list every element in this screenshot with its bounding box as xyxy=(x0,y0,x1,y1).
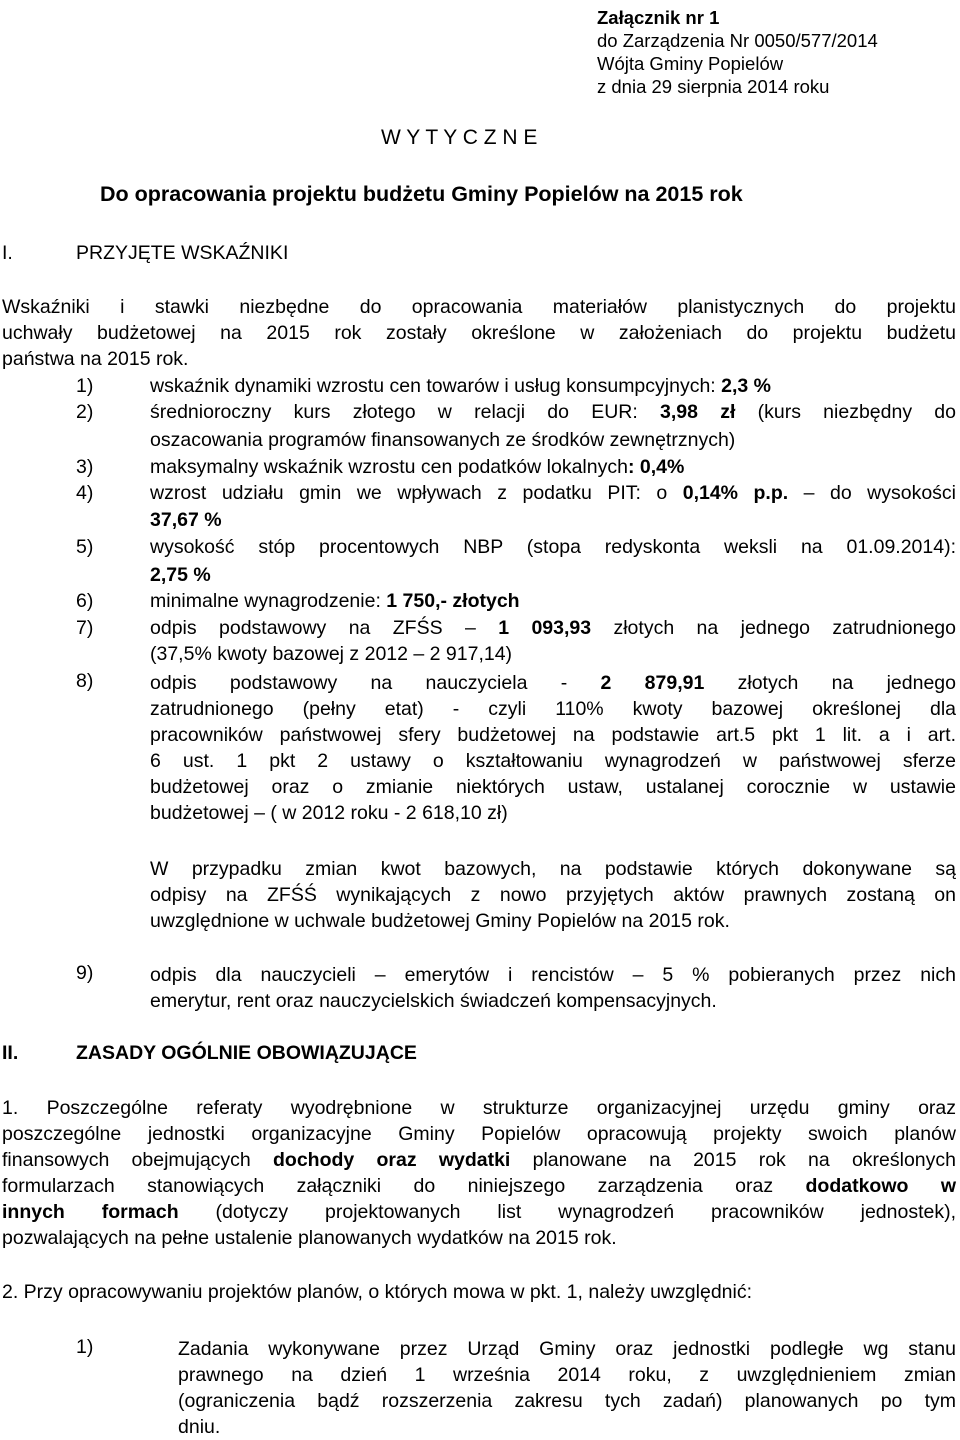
section-2-number: II. xyxy=(2,1042,19,1064)
item-value: 2 879,91 xyxy=(600,672,705,694)
intro-line: uchwały budżetowej na 2015 rok zostały określone w założeniach do projektu budżetu xyxy=(2,322,956,344)
sub-item-line: Zadania wykonywane przez Urząd Gminy oraz jednostki podległe wg stanu xyxy=(178,1338,956,1360)
item-line: uwzględnione w uchwale budżetowej Gminy Popielów na 2015 rok. xyxy=(150,910,730,932)
sub-item-line: prawnego na dzień 1 września 2014 roku, z uwzględnieniem zmian xyxy=(178,1364,956,1386)
paragraph-text: planowane na 2015 rok na określonych xyxy=(510,1149,956,1171)
item-value: 1 750,- złotych xyxy=(386,590,520,612)
paragraph-emphasis: dodatkowo w xyxy=(805,1175,956,1197)
item-number: 5) xyxy=(76,536,94,558)
list-item xyxy=(150,456,684,479)
item-line xyxy=(150,670,956,696)
item-line: pracowników państwowej sfery budżetowej na podstawie art.5 pkt 1 lit. a i art. xyxy=(150,724,956,746)
list-item xyxy=(150,401,956,424)
section-1-intro xyxy=(2,294,956,372)
item-text: złotych na jednego xyxy=(704,672,956,694)
annex-line-4: z dnia 29 sierpnia 2014 roku xyxy=(597,76,830,97)
item-line: 6 ust. 1 pkt 2 ustawy o kształtowaniu wynagrodzeń w państwowej sferze xyxy=(150,750,956,772)
section-2-paragraph-1 xyxy=(2,1095,956,1251)
annex-line-2: do Zarządzenia Nr 0050/577/2014 xyxy=(597,30,878,51)
sub-item-number: 1) xyxy=(76,1336,94,1358)
annex-line-3: Wójta Gminy Popielów xyxy=(597,53,784,74)
list-item xyxy=(150,482,956,505)
item-line: odpis dla nauczycieli – emerytów i rencistów – 5 % pobieranych przez nich xyxy=(150,964,956,986)
paragraph-line xyxy=(2,1147,956,1173)
item-value: : 0,4% xyxy=(627,456,685,478)
paragraph-line: poszczególne jednostki organizacyjne Gminy Popielów opracowują projekty swoich planów xyxy=(2,1123,956,1145)
item-text: złotych na jednego zatrudnionego xyxy=(591,617,957,639)
paragraph-text: (dotyczy projektowanych list wynagrodzeń pracowników jednostek), xyxy=(178,1201,956,1223)
item-number: 2) xyxy=(76,401,94,423)
list-item xyxy=(150,962,956,1014)
item-number: 4) xyxy=(76,482,94,504)
item-number: 9) xyxy=(76,962,94,984)
item-number: 7) xyxy=(76,617,94,639)
sub-item-line: (ograniczenia bądź rozszerzenia zakresu tych zadań) planowanych po tym xyxy=(178,1390,956,1412)
item-value: 37,67 % xyxy=(150,509,222,531)
sub-item xyxy=(178,1336,956,1440)
item-text: – do wysokości xyxy=(788,482,956,504)
paragraph-text: formularzach stanowiących załączniki do niniejszego zarządzenia oraz xyxy=(2,1175,806,1197)
paragraph-line xyxy=(2,1173,956,1199)
sub-item-line: dniu. xyxy=(178,1416,221,1438)
item-number: 3) xyxy=(76,456,94,478)
paragraph-text: finansowych obejmujących xyxy=(2,1149,274,1171)
section-1-number: I. xyxy=(2,242,13,264)
item-continuation: (37,5% kwoty bazowej z 2012 – 2 917,14) xyxy=(150,643,513,665)
item-value: 1 093,93 xyxy=(498,617,592,639)
item-number: 6) xyxy=(76,590,94,612)
item-line: emerytur, rent oraz nauczycielskich świadczeń kompensacyjnych. xyxy=(150,990,717,1012)
item-line: budżetowej – ( w 2012 roku - 2 618,10 zł) xyxy=(150,802,508,824)
paragraph-emphasis: innych formach xyxy=(2,1201,179,1223)
list-item: wysokość stóp procentowych NBP (stopa redyskonta weksli na 01.09.2014): xyxy=(150,536,956,558)
section-2-paragraph-2: 2. Przy opracowywaniu projektów planów, o których mowa w pkt. 1, należy uwzględnić: xyxy=(2,1281,753,1303)
item-value: 2,75 % xyxy=(150,564,211,586)
item-8-note xyxy=(150,856,956,934)
item-line: zatrudnionego (pełny etat) - czyli 110% kwoty bazowej określonej dla xyxy=(150,698,956,720)
item-text: (kurs niezbędny do xyxy=(735,401,956,423)
item-value: 3,98 zł xyxy=(660,401,736,423)
list-item xyxy=(150,375,771,398)
item-number: 1) xyxy=(76,375,94,397)
paragraph-line: 1. Poszczególne referaty wyodrębnione w strukturze organizacyjnej urzędu gminy oraz xyxy=(2,1097,956,1119)
item-text: wskaźnik dynamiki wzrostu cen towarów i usług konsumpcyjnych: xyxy=(150,375,722,397)
document-title: W Y T Y C Z N E xyxy=(381,126,538,149)
item-text: odpis podstawowy na nauczyciela - xyxy=(150,672,601,694)
annex-header xyxy=(597,6,878,98)
paragraph-line: pozwalających na pełne ustalenie planowanych wydatków na 2015 rok. xyxy=(2,1227,617,1249)
list-item xyxy=(150,670,956,826)
item-line: W przypadku zmian kwot bazowych, na podstawie których dokonywane są xyxy=(150,858,956,880)
document-subtitle: Do opracowania projektu budżetu Gminy Popielów na 2015 rok xyxy=(100,182,743,206)
paragraph-emphasis: dochody oraz wydatki xyxy=(273,1149,511,1171)
section-1-heading: PRZYJĘTE WSKAŹNIKI xyxy=(76,242,289,264)
list-item xyxy=(150,590,520,613)
item-text: odpis podstawowy na ZFŚS – xyxy=(150,617,499,639)
list-item xyxy=(150,617,956,640)
item-line: odpisy na ZFŚŚ wynikających z nowo przyjętych aktów prawnych zostaną on xyxy=(150,884,956,906)
item-line: budżetowej oraz o zmianie niektórych ustaw, ustalanej corocznie w ustawie xyxy=(150,776,956,798)
intro-line: państwa na 2015 rok. xyxy=(2,348,189,370)
item-text: średnioroczny kurs złotego w relacji do EUR: xyxy=(150,401,661,423)
annex-title: Załącznik nr 1 xyxy=(597,7,720,28)
item-text: wzrost udziału gmin we wpływach z podatku PIT: o xyxy=(150,482,683,504)
intro-line: Wskaźniki i stawki niezbędne do opracowania materiałów planistycznych do projektu xyxy=(2,296,956,318)
item-number: 8) xyxy=(76,670,94,692)
paragraph-line xyxy=(2,1199,956,1225)
item-value: 2,3 % xyxy=(721,375,772,397)
item-text: maksymalny wskaźnik wzrostu cen podatków lokalnych xyxy=(150,456,628,478)
section-2-heading: ZASADY OGÓLNIE OBOWIĄZUJĄCE xyxy=(76,1042,417,1064)
item-continuation: oszacowania programów finansowanych ze środków zewnętrznych) xyxy=(150,429,736,451)
item-text: minimalne wynagrodzenie: xyxy=(150,590,387,612)
item-value: 0,14% p.p. xyxy=(682,482,789,504)
